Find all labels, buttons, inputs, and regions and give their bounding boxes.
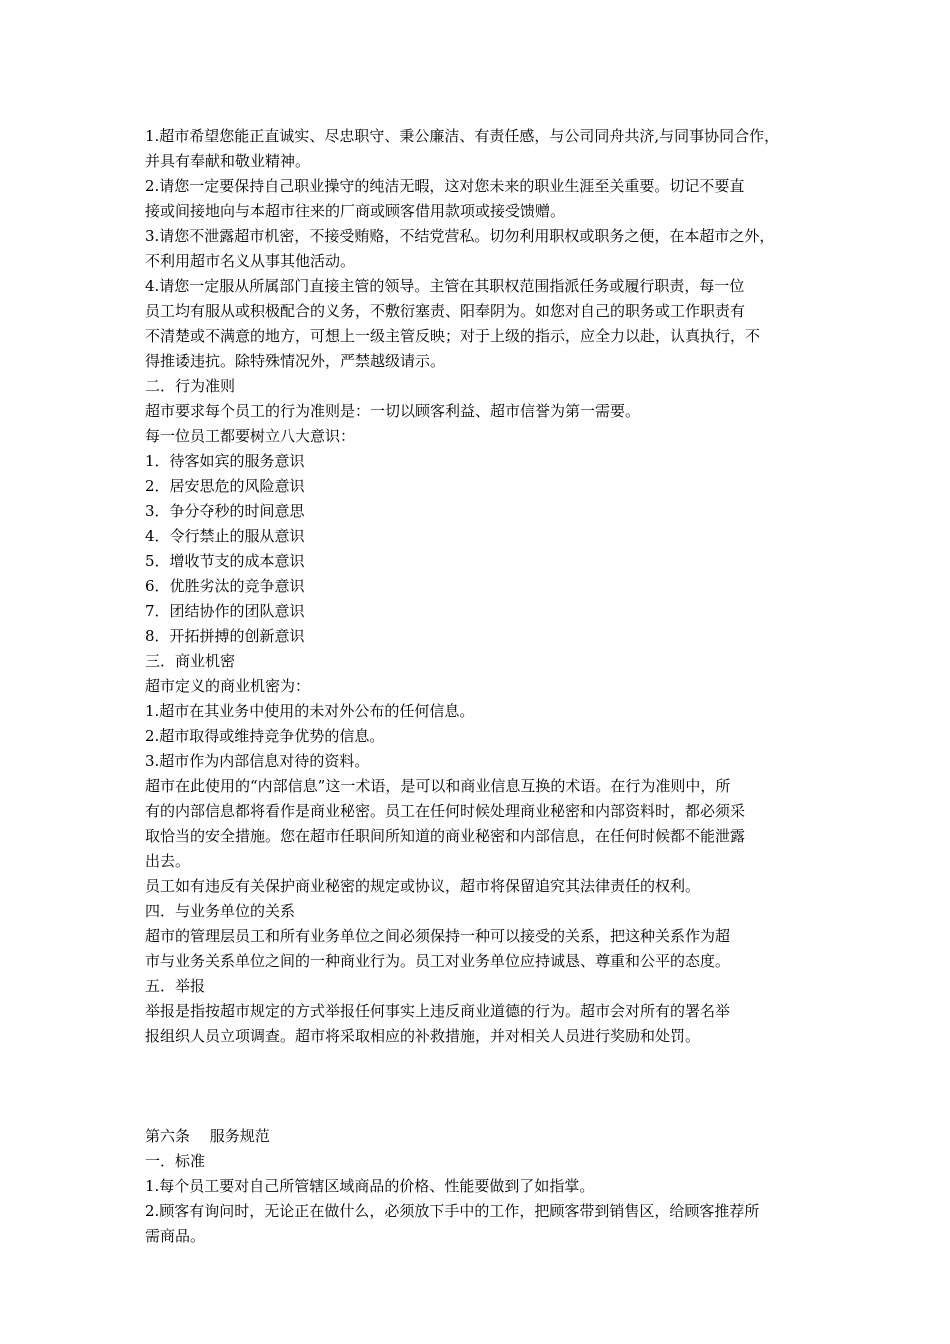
text-line: 1．待客如宾的服务意识 [145, 452, 305, 470]
text-block-service [145, 1124, 810, 1249]
text-line: 报组织人员立项调查。超市将采取相应的补救措施，并对相关人员进行奖励和处罚。 [145, 1027, 701, 1045]
text-line: 4.请您一定服从所属部门直接主管的领导。主管在其职权范围指派任务或履行职责，每一位 [145, 277, 745, 295]
text-line: 8．开拓拼搏的创新意识 [145, 627, 305, 645]
text-line: 4．令行禁止的服从意识 [145, 527, 305, 545]
text-line: 6．优胜劣汰的竞争意识 [145, 577, 305, 595]
text-line: 不清楚或不满意的地方，可想上一级主管反映；对于上级的指示，应全力以赴，认真执行，不 [145, 327, 761, 345]
text-line: 取恰当的安全措施。您在超市任职间所知道的商业秘密和内部信息，在任何时候都不能泄露 [145, 827, 746, 845]
text-line: 超市的管理层员工和所有业务单位之间必须保持一种可以接受的关系，把这种关系作为超 [145, 927, 731, 945]
text-line: 2．居安思危的风险意识 [145, 477, 305, 495]
text-line: 3．争分夺秒的时间意思 [145, 502, 305, 520]
text-line: 并具有奉献和敬业精神。 [145, 152, 311, 170]
text-line: 2.请您一定要保持自己职业操守的纯洁无暇，这对您未来的职业生涯至关重要。切记不要直 [145, 177, 745, 195]
text-line: 5．增收节支的成本意识 [145, 552, 305, 570]
text-line: 不利用超市名义从事其他活动。 [145, 252, 356, 270]
text-line: 1.超市在其业务中使用的未对外公布的任何信息。 [145, 702, 475, 720]
text-line: 接或间接地向与本超市往来的厂商或顾客借用款项或接受馈赠。 [145, 202, 566, 220]
text-line: 四．与业务单位的关系 [145, 902, 296, 920]
text-block-conduct [145, 124, 810, 1049]
text-line: 3.请您不泄露超市机密，不接受贿赂，不结党营私。切勿利用职权或职务之便，在本超市之外， [145, 227, 775, 245]
text-line: 市与业务关系单位之间的一种商业行为。员工对业务单位应持诚恳、尊重和公平的态度。 [145, 952, 731, 970]
document-body [145, 124, 810, 1249]
text-line: 超市要求每个员工的行为准则是：一切以顾客利益、超市信誉为第一需要。 [145, 402, 641, 420]
text-line: 员工如有违反有关保护商业秘密的规定或协议，超市将保留追究其法律责任的权利。 [145, 877, 701, 895]
text-line: 得推诿违抗。除特殊情况外，严禁越级请示。 [145, 352, 446, 370]
text-line: 2.超市取得或维持竞争优势的信息。 [145, 727, 385, 745]
text-line: 1.超市希望您能正直诚实、尽忠职守、秉公廉洁、有责任感，与公司同舟共济,与同事协同合作， [145, 127, 780, 145]
text-line: 每一位员工都要树立八大意识： [145, 427, 356, 445]
text-line: 有的内部信息都将看作是商业秘密。员工在任何时候处理商业秘密和内部资料时，都必须采 [145, 802, 746, 820]
text-line: 需商品。 [145, 1227, 206, 1245]
text-line: 二．行为准则 [145, 377, 236, 395]
text-line: 超市定义的商业机密为： [145, 677, 311, 695]
text-line: 一．标准 [145, 1152, 206, 1170]
text-line: 2.顾客有询问时，无论正在做什么，必须放下手中的工作，把顾客带到销售区，给顾客推荐所 [145, 1202, 760, 1220]
text-line: 三．商业机密 [145, 652, 236, 670]
paragraph-gap [145, 1049, 810, 1124]
text-line: 超市在此使用的“内部信息”这一术语，是可以和商业信息互换的术语。在行为准则中，所 [145, 777, 731, 795]
text-line: 五．举报 [145, 977, 206, 995]
text-line: 举报是指按超市规定的方式举报任何事实上违反商业道德的行为。超市会对所有的署名举 [145, 1002, 731, 1020]
text-line: 3.超市作为内部信息对待的资料。 [145, 752, 370, 770]
text-line: 员工均有服从或积极配合的义务，不敷衍塞责、阳奉阴为。如您对自己的职务或工作职责有 [145, 302, 746, 320]
text-line: 第六条 服务规范 [145, 1127, 270, 1145]
text-line: 出去。 [145, 852, 191, 870]
text-line: 7．团结协作的团队意识 [145, 602, 305, 620]
text-line: 1.每个员工要对自己所管辖区域商品的价格、性能要做到了如指掌。 [145, 1177, 595, 1195]
